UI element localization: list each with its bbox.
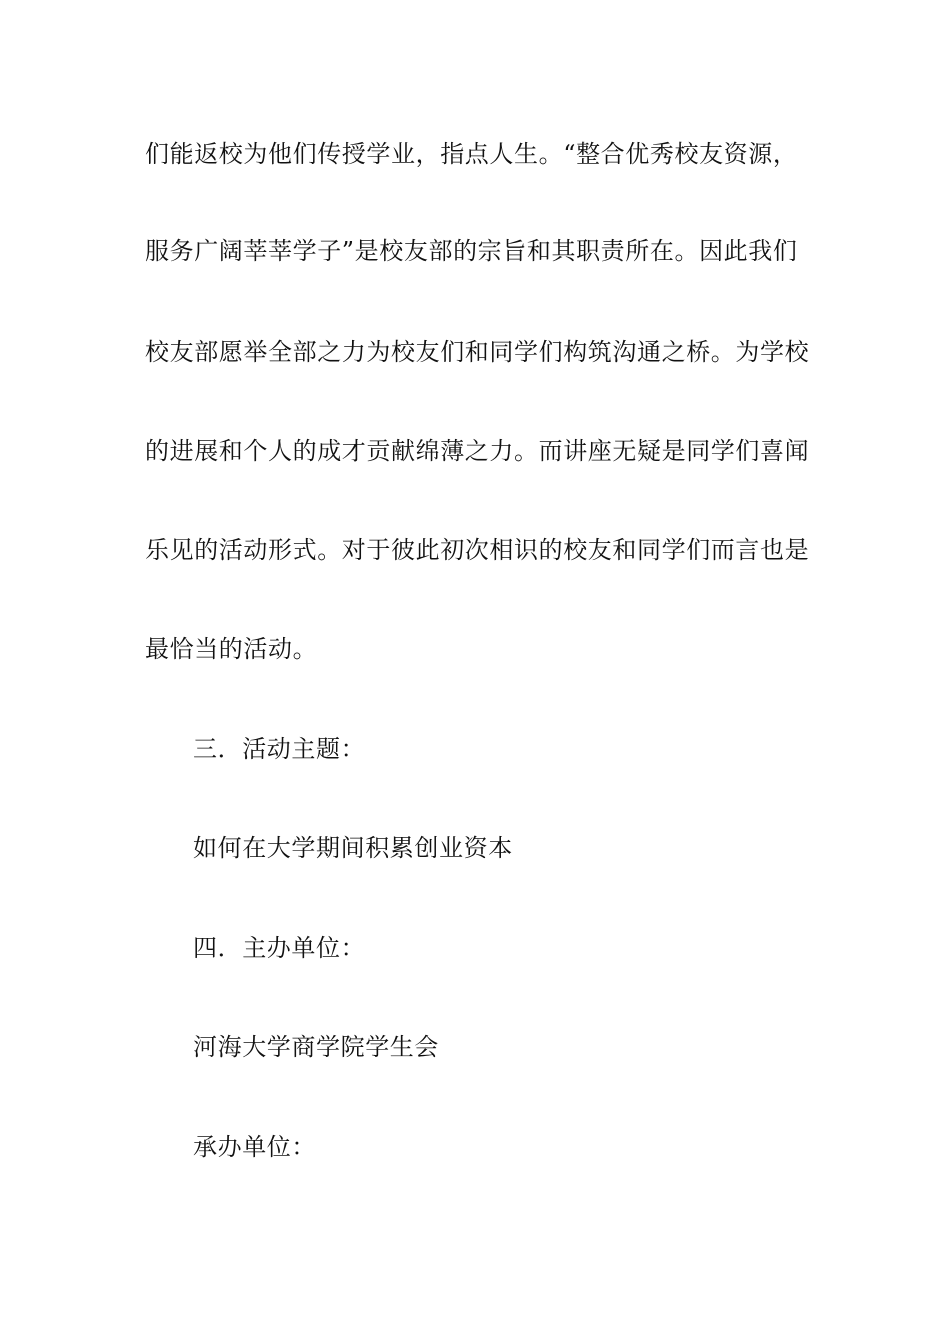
section-host-heading: 四．主办单位： — [193, 934, 366, 962]
paragraph-line: 最恰当的活动。 — [145, 635, 318, 663]
paragraph-line: 乐见的活动形式。对于彼此初次相识的校友和同学们而言也是 — [145, 536, 810, 564]
section-theme-heading: 三．活动主题： — [193, 735, 366, 763]
section-host-value: 河海大学商学院学生会 — [193, 1033, 439, 1061]
paragraph-line: 的进展和个人的成才贡献绵薄之力。而讲座无疑是同学们喜闻 — [145, 437, 810, 465]
paragraph-line: 们能返校为他们传授学业，指点人生。“整合优秀校友资源， — [145, 140, 798, 168]
section-organizer-heading: 承办单位： — [193, 1133, 316, 1161]
section-theme-value: 如何在大学期间积累创业资本 — [193, 834, 513, 862]
paragraph-line: 校友部愿举全部之力为校友们和同学们构筑沟通之桥。为学校 — [145, 338, 810, 366]
paragraph-line: 服务广阔莘莘学子”是校友部的宗旨和其职责所在。因此我们 — [145, 237, 798, 265]
